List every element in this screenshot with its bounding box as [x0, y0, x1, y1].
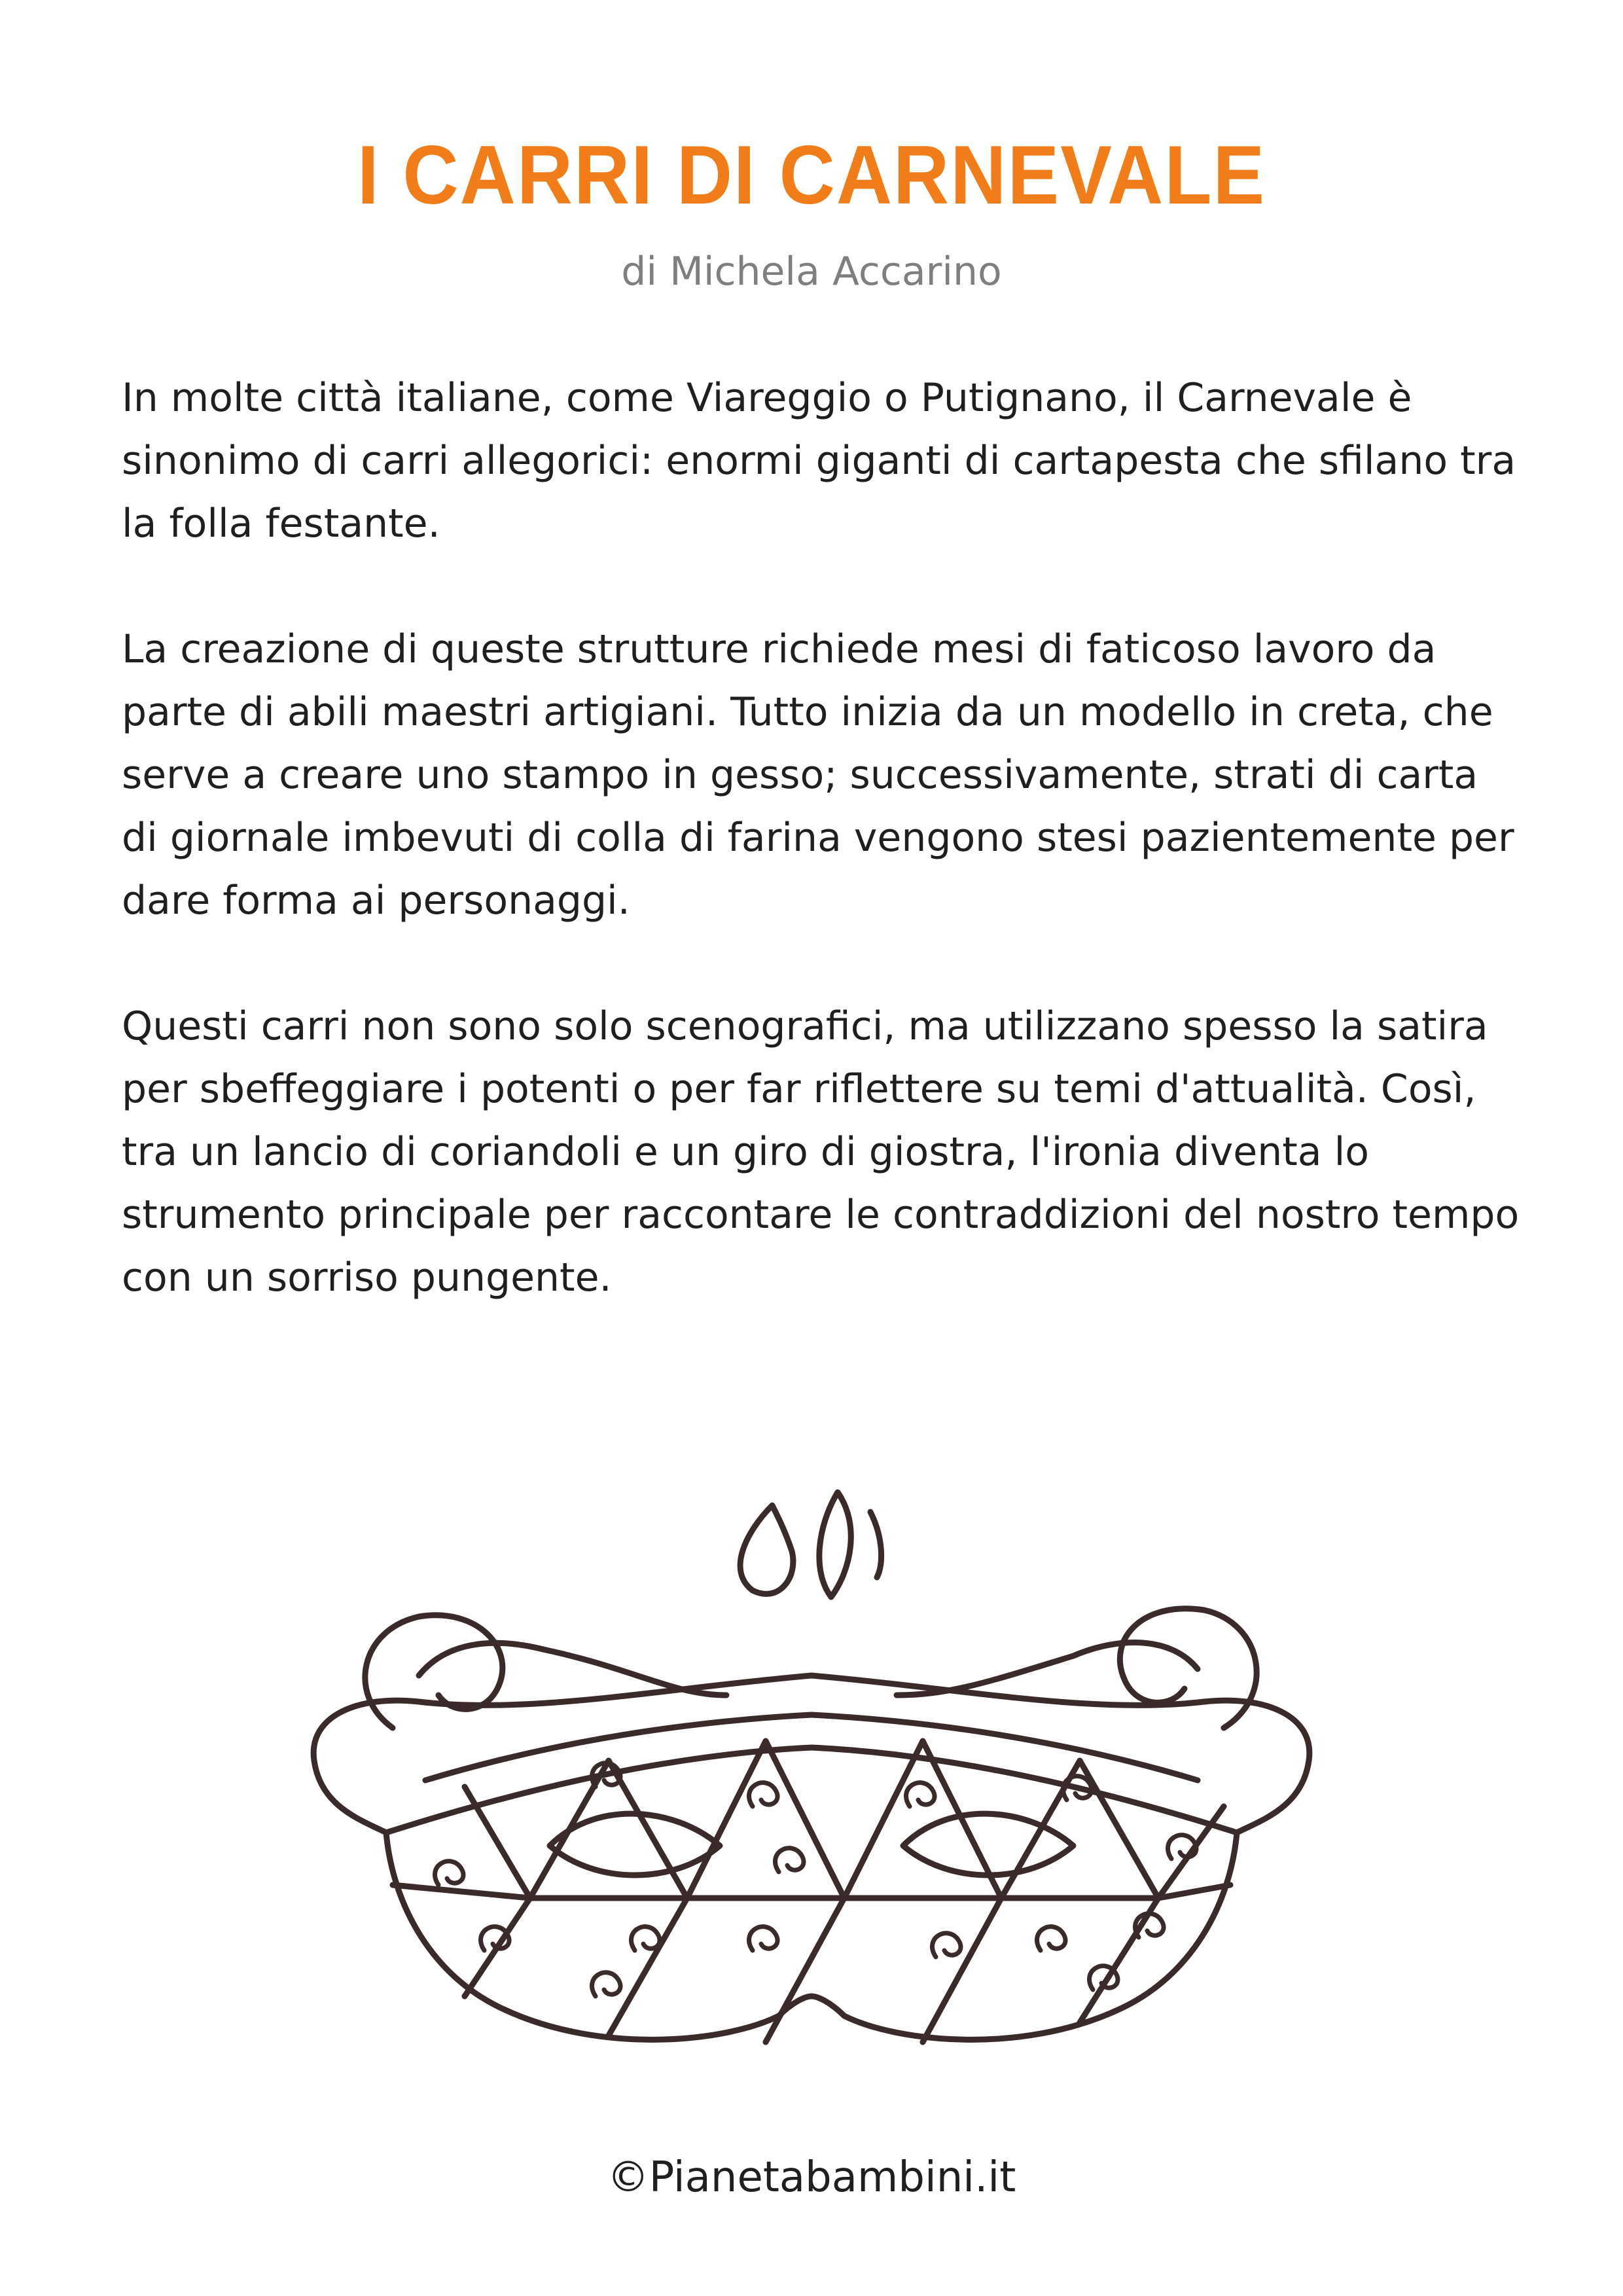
author-byline: di Michela Accarino	[621, 249, 1002, 295]
right-curl	[1120, 1609, 1257, 1728]
paragraph: In molte città italiane, come Viareggio o Putignano, il Carnevale è sinonimo di carri allegorici: enormi giganti di cartapesta che sfilano tra la folla festante.	[122, 375, 1516, 547]
carnival-mask-illustration	[268, 1479, 1355, 2134]
page-title: I CARRI DI CARNEVALE	[357, 128, 1266, 223]
swirl-decorations	[435, 1763, 1197, 1996]
article-body	[122, 367, 1522, 1372]
paragraph: La creazione di queste strutture richiede mesi di faticoso lavoro da parte di abili maestri artigiani. Tutto inizia da un modello in creta, che serve a creare uno stampo in gesso; successivamente, strati di carta di giornale imbevuti di colla di farina vengono stesi pazientemente per dare forma ai personaggi.	[122, 626, 1514, 924]
paragraph: Questi carri non sono solo scenografici, ma utilizzano spesso la satira per sbeffeggiare i potenti o per far riflettere su temi d'attualità. Così, tra un lancio di coriandoli e un giro di giostra, l'ironia diventa lo strumento principale per raccontare le contraddizioni del nostro tempo con un sorriso pungente.	[122, 1003, 1520, 1300]
left-curl	[365, 1615, 503, 1728]
copyright-footer: ©Pianetabambini.it	[607, 2153, 1016, 2202]
feather-drop	[819, 1492, 851, 1597]
feather-drop	[740, 1505, 793, 1594]
mask-outline	[313, 1676, 1310, 2039]
